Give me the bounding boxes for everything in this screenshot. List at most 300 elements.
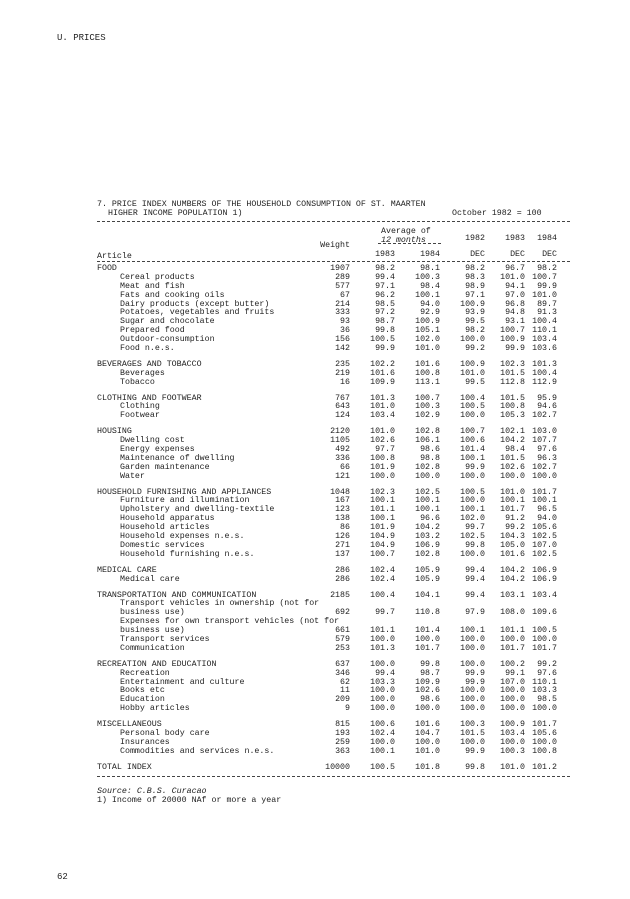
dec-1984-value: 99.9 (537, 281, 557, 291)
avg-1984-value: 109.9 (415, 677, 440, 687)
dec-1983-value: 108.0 (500, 608, 525, 618)
dec-1982-value: 100.0 (460, 411, 485, 421)
dec-1984-value: 103.4 (532, 590, 557, 600)
weight-value: 336 (335, 453, 350, 463)
avg-1983-value: 100.0 (370, 634, 395, 644)
dec-1984-value: 110.1 (532, 677, 557, 687)
row-label: Dwelling cost (120, 436, 185, 446)
weight-value: 815 (335, 720, 350, 730)
dec-1984-value: 94.6 (537, 402, 557, 412)
row-label: Books etc (120, 686, 165, 696)
dec-1982-value: 100.0 (460, 659, 485, 669)
dec-1982-value: 97.9 (465, 608, 485, 618)
dec-1982-value: 100.0 (460, 471, 485, 481)
weight-value: 36 (340, 326, 350, 336)
dec-1982-value: 99.7 (465, 523, 485, 533)
avg-1983-value: 97.7 (375, 445, 395, 455)
dec-1982-value: 99.2 (465, 344, 485, 354)
dec-1983-value: 112.8 (500, 377, 525, 387)
avg-1984-value: 98.8 (420, 453, 440, 463)
table-row (97, 576, 570, 585)
dec-1983-value: 101.7 (500, 505, 525, 515)
dec-1982-value: 100.1 (460, 505, 485, 515)
row-label: MISCELLANEOUS (97, 720, 162, 730)
year-1984-header: 1984 (537, 234, 557, 243)
dec-1984-value: 100.4 (532, 368, 557, 378)
dec-1983-value: 104.2 (500, 565, 525, 575)
avg-1983-value: 104.9 (370, 532, 395, 542)
dec-1982-value: 98.9 (465, 281, 485, 291)
avg-1984-value: 102.0 (415, 335, 440, 345)
avg-1984-value: 101.0 (415, 344, 440, 354)
row-label: Hobby articles (120, 704, 190, 714)
weight-value: 214 (335, 299, 350, 309)
dec-1982-value: 99.9 (465, 677, 485, 687)
avg-1983-value: 102.2 (370, 359, 395, 369)
avg-1983-value: 103.3 (370, 677, 395, 687)
row-label: Sugar and chocolate (120, 317, 215, 327)
dec-1982-value: 100.1 (460, 453, 485, 463)
row-label: Transport vehicles in ownership (not for (120, 599, 320, 609)
dec-1983-value: 101.0 (500, 487, 525, 497)
dec-1983-value: 99.2 (505, 523, 525, 533)
avg-1984-value: 105.9 (415, 574, 440, 584)
row-label: CLOTHING AND FOOTWEAR (97, 393, 202, 403)
avg-1984-value: 102.8 (415, 427, 440, 437)
weight-value: 2120 (330, 427, 350, 437)
table-row (97, 370, 570, 379)
dec-1984-value: 100.4 (532, 317, 557, 327)
dec-1982-value: 100.0 (460, 737, 485, 747)
avg-1983-value: 101.0 (370, 402, 395, 412)
avg-1984-value: 100.3 (415, 272, 440, 282)
avg-1984-value: 101.6 (415, 359, 440, 369)
weight-value: 9 (345, 704, 350, 714)
dec-1984-value: 96.5 (537, 505, 557, 515)
weight-value: 126 (335, 532, 350, 542)
dec-1982-value: 100.5 (460, 487, 485, 497)
avg-1983-value: 98.7 (375, 317, 395, 327)
dec-1982-value: 99.9 (465, 746, 485, 756)
footnote: 1) Income of 20000 NAf or more a year (97, 796, 282, 805)
row-label: BEVERAGES AND TOBACCO (97, 359, 202, 369)
row-label: TOTAL INDEX (97, 762, 152, 772)
avg-1983-value: 101.1 (370, 626, 395, 636)
avg-1983-value: 100.8 (370, 453, 395, 463)
dec-1982-value: 100.0 (460, 335, 485, 345)
running-header: U. PRICES (57, 33, 106, 43)
weight-value: 62 (340, 677, 350, 687)
dec-1982-value: 100.9 (460, 299, 485, 309)
avg-1984-value: 98.1 (420, 264, 440, 273)
dec-1983-value: 104.3 (500, 532, 525, 542)
dec-1982-value: 100.1 (460, 626, 485, 636)
weight-value: 137 (335, 549, 350, 559)
weight-value: 219 (335, 368, 350, 378)
row-label: Cereal products (120, 272, 195, 282)
avg-1983-value: 100.6 (370, 720, 395, 730)
row-label: Recreation (120, 668, 170, 678)
row-label: Furniture and illumination (120, 496, 250, 506)
dec-1984-value: 100.7 (532, 272, 557, 282)
base-period: October 1982 = 100 (452, 209, 542, 218)
dec-1982-value: 102.5 (460, 532, 485, 542)
dec-1983-value: 99.9 (505, 344, 525, 354)
avg-1984-value: 100.0 (415, 471, 440, 481)
dec-1983-value: 101.5 (500, 393, 525, 403)
weight-value: 289 (335, 272, 350, 282)
dec-1984-value: 95.9 (537, 393, 557, 403)
dec-1982-value: 100.0 (460, 686, 485, 696)
dec-1983-header: DEC (510, 250, 525, 259)
weight-value: 767 (335, 393, 350, 403)
avg-1984-value: 104.7 (415, 728, 440, 738)
row-label: Energy expenses (120, 445, 195, 455)
row-label: Fats and cooking oils (120, 290, 225, 300)
row-label: business use) (120, 608, 185, 618)
row-label: Household expenses n.e.s. (120, 532, 245, 542)
avg-1984-value: 99.8 (420, 659, 440, 669)
avg-1984-value: 100.1 (415, 496, 440, 506)
weight-value: 167 (335, 496, 350, 506)
avg-1984-value: 106.9 (415, 540, 440, 550)
row-label: Insurances (120, 737, 170, 747)
row-label: Water (120, 471, 145, 481)
avg-1983-value: 101.3 (370, 393, 395, 403)
dec-1984-value: 100.0 (532, 704, 557, 714)
table-row (97, 403, 570, 412)
weight-value: 692 (335, 608, 350, 618)
avg-1983-value: 102.4 (370, 728, 395, 738)
avg-1984-value: 102.9 (415, 411, 440, 421)
weight-value: 16 (340, 377, 350, 387)
dec-1984-value: 98.5 (537, 695, 557, 705)
row-label: Tobacco (120, 377, 155, 387)
dec-1982-value: 100.0 (460, 643, 485, 653)
avg-1983-value: 98.5 (375, 299, 395, 309)
avg-1983-header: 1983 (375, 250, 395, 259)
divider (97, 776, 570, 777)
weight-value: 661 (335, 626, 350, 636)
dec-1982-value: 102.0 (460, 514, 485, 524)
row-label: Outdoor-consumption (120, 335, 215, 345)
avg-1984-value: 101.4 (415, 626, 440, 636)
dec-1983-value: 101.5 (500, 453, 525, 463)
avg-1983-value: 99.4 (375, 668, 395, 678)
table-title: 7. PRICE INDEX NUMBERS OF THE HOUSEHOLD CONSUMPTION OF ST. MAARTEN (97, 200, 426, 209)
row-label: Prepared food (120, 326, 185, 336)
weight-value: 333 (335, 308, 350, 318)
weight-value: 271 (335, 540, 350, 550)
dec-1983-value: 100.2 (500, 659, 525, 669)
dec-1982-value: 93.9 (465, 308, 485, 318)
row-label: MEDICAL CARE (97, 565, 157, 575)
row-label: business use) (120, 626, 185, 636)
dec-1984-value: 101.7 (532, 487, 557, 497)
dec-1983-value: 96.7 (505, 264, 525, 273)
dec-1983-value: 101.0 (500, 272, 525, 282)
weight-value: 193 (335, 728, 350, 738)
dec-1983-value: 97.0 (505, 290, 525, 300)
avg-1984-value: 105.1 (415, 326, 440, 336)
row-label: Domestic services (120, 540, 205, 550)
weight-value: 643 (335, 402, 350, 412)
dec-1983-value: 100.0 (500, 737, 525, 747)
dec-1982-value: 100.6 (460, 436, 485, 446)
table-group-row (97, 395, 570, 404)
dec-1982-value: 99.9 (465, 462, 485, 472)
table-row (97, 473, 570, 482)
table-row (97, 412, 570, 421)
avg-header-2: 12 months (381, 236, 426, 245)
dec-1983-value: 107.0 (500, 677, 525, 687)
dec-1983-value: 100.0 (500, 704, 525, 714)
weight-value: 492 (335, 445, 350, 455)
avg-1984-value: 104.2 (415, 523, 440, 533)
dec-1982-value: 100.0 (460, 704, 485, 714)
dec-1982-value: 98.2 (465, 264, 485, 273)
dec-1982-value: 100.0 (460, 549, 485, 559)
dec-1984-value: 106.9 (532, 565, 557, 575)
row-label: Household furnishing n.e.s. (120, 549, 255, 559)
row-label: Maintenance of dwelling (120, 453, 235, 463)
avg-1984-value: 96.6 (420, 514, 440, 524)
avg-1983-value: 102.4 (370, 574, 395, 584)
dec-1983-value: 91.2 (505, 514, 525, 524)
dec-1984-value: 97.6 (537, 445, 557, 455)
dec-1982-value: 99.9 (465, 668, 485, 678)
avg-1983-value: 98.2 (375, 264, 395, 273)
weight-value: 579 (335, 634, 350, 644)
avg-1983-value: 104.9 (370, 540, 395, 550)
row-label: Household apparatus (120, 514, 215, 524)
dec-1984-value: 99.2 (537, 659, 557, 669)
avg-1984-value: 101.7 (415, 643, 440, 653)
avg-1984-value: 100.3 (415, 402, 440, 412)
avg-1984-value: 110.8 (415, 608, 440, 618)
year-1983-header: 1983 (505, 234, 525, 243)
row-label: Upholstery and dwelling-textile (120, 505, 275, 515)
avg-1984-value: 98.6 (420, 445, 440, 455)
row-label: Medical care (120, 574, 180, 584)
dec-1984-value: 91.3 (537, 308, 557, 318)
dec-1983-value: 96.8 (505, 299, 525, 309)
avg-1983-value: 102.4 (370, 565, 395, 575)
table-row (97, 379, 570, 388)
avg-1983-value: 101.6 (370, 368, 395, 378)
avg-1983-value: 100.0 (370, 695, 395, 705)
table-row (97, 679, 570, 688)
table-body (97, 265, 570, 773)
row-label: Household articles (120, 523, 210, 533)
avg-1983-value: 96.2 (375, 290, 395, 300)
dec-1984-value: 103.4 (532, 335, 557, 345)
dec-1982-value: 101.5 (460, 728, 485, 738)
avg-1984-value: 98.4 (420, 281, 440, 291)
row-label: FOOD (97, 264, 117, 273)
avg-1983-value: 101.3 (370, 643, 395, 653)
weight-value: 10000 (325, 762, 350, 772)
avg-1984-value: 102.5 (415, 487, 440, 497)
table-row (97, 687, 570, 696)
dec-1982-value: 98.3 (465, 272, 485, 282)
dec-1983-value: 93.1 (505, 317, 525, 327)
avg-1983-value: 99.4 (375, 272, 395, 282)
dec-1984-header: DEC (542, 250, 557, 259)
row-label: Expenses for own transport vehicles (not for (120, 617, 340, 627)
weight-value: 637 (335, 659, 350, 669)
dec-1983-value: 105.3 (500, 411, 525, 421)
dec-1984-value: 89.7 (537, 299, 557, 309)
row-label: HOUSING (97, 427, 132, 437)
dec-1984-value: 107.7 (532, 436, 557, 446)
dec-1983-value: 103.1 (500, 590, 525, 600)
weight-value: 1048 (330, 487, 350, 497)
avg-1983-value: 99.7 (375, 608, 395, 618)
dec-1984-value: 105.6 (532, 523, 557, 533)
avg-1983-value: 100.7 (370, 549, 395, 559)
weight-value: 259 (335, 737, 350, 747)
dec-1983-value: 100.0 (500, 471, 525, 481)
dec-1983-value: 100.1 (500, 496, 525, 506)
avg-1983-value: 99.8 (375, 326, 395, 336)
weight-value: 123 (335, 505, 350, 515)
avg-1983-value: 100.5 (370, 762, 395, 772)
dec-1982-header: DEC (470, 250, 485, 259)
dec-1982-value: 99.5 (465, 377, 485, 387)
dec-1983-value: 98.4 (505, 445, 525, 455)
table-row (97, 705, 570, 714)
dec-1984-value: 100.8 (532, 746, 557, 756)
weight-value: 577 (335, 281, 350, 291)
dec-1984-value: 101.2 (532, 762, 557, 772)
dec-1983-value: 100.0 (500, 686, 525, 696)
row-label: Education (120, 695, 165, 705)
dec-1982-value: 100.0 (460, 634, 485, 644)
dec-1983-value: 104.2 (500, 436, 525, 446)
dec-1983-value: 94.1 (505, 281, 525, 291)
avg-1983-value: 100.5 (370, 335, 395, 345)
dec-1983-value: 100.8 (500, 402, 525, 412)
row-label: Potatoes, vegetables and fruits (120, 308, 275, 318)
avg-1983-value: 100.1 (370, 746, 395, 756)
avg-1983-value: 97.1 (375, 281, 395, 291)
avg-1984-value: 94.0 (420, 299, 440, 309)
dec-1984-value: 102.5 (532, 549, 557, 559)
avg-1984-value: 100.9 (415, 317, 440, 327)
dec-1983-value: 100.9 (500, 720, 525, 730)
avg-1984-value: 98.7 (420, 668, 440, 678)
dec-1984-value: 102.7 (532, 411, 557, 421)
dec-1984-value: 96.3 (537, 453, 557, 463)
avg-1983-value: 100.1 (370, 496, 395, 506)
avg-1983-value: 100.0 (370, 471, 395, 481)
avg-1983-value: 100.0 (370, 737, 395, 747)
dec-1984-value: 103.3 (532, 686, 557, 696)
dec-1984-value: 102.5 (532, 532, 557, 542)
avg-1983-value: 101.0 (370, 427, 395, 437)
weight-value: 2185 (330, 590, 350, 600)
table-row (97, 748, 570, 757)
avg-1983-value: 101.9 (370, 523, 395, 533)
weight-value: 66 (340, 462, 350, 472)
dec-1984-value: 94.0 (537, 514, 557, 524)
dec-1983-value: 103.4 (500, 728, 525, 738)
article-header: Article (97, 252, 132, 261)
avg-1984-value: 100.0 (415, 634, 440, 644)
dec-1984-value: 100.0 (532, 471, 557, 481)
weight-value: 156 (335, 335, 350, 345)
dec-1984-value: 103.6 (532, 344, 557, 354)
dec-1984-value: 103.0 (532, 427, 557, 437)
avg-1984-value: 98.6 (420, 695, 440, 705)
dec-1983-value: 94.8 (505, 308, 525, 318)
dec-1983-value: 100.9 (500, 335, 525, 345)
row-label: Commodities and services n.e.s. (120, 746, 275, 756)
avg-1984-value: 105.9 (415, 565, 440, 575)
row-label: Transport services (120, 634, 210, 644)
row-label: Clothing (120, 402, 160, 412)
avg-1983-value: 100.0 (370, 659, 395, 669)
avg-1984-value: 102.8 (415, 462, 440, 472)
avg-1984-value: 100.0 (415, 737, 440, 747)
avg-1983-value: 100.0 (370, 704, 395, 714)
table-row (97, 645, 570, 654)
dec-1982-value: 100.5 (460, 402, 485, 412)
table-group-row (97, 764, 570, 773)
dec-1983-value: 101.5 (500, 368, 525, 378)
dec-1983-value: 100.0 (500, 695, 525, 705)
table-row (97, 345, 570, 354)
dec-1982-value: 99.4 (465, 565, 485, 575)
source-note: Source: C.B.S. Curacao (97, 787, 207, 796)
avg-1983-value: 102.3 (370, 487, 395, 497)
dec-1984-value: 98.2 (537, 264, 557, 273)
dec-1982-value: 100.4 (460, 393, 485, 403)
table-row (97, 551, 570, 560)
dec-1982-value: 100.0 (460, 496, 485, 506)
row-label: Meat and fish (120, 281, 185, 291)
dec-1984-value: 100.0 (532, 737, 557, 747)
weight-value: 363 (335, 746, 350, 756)
dec-1983-value: 101.0 (500, 762, 525, 772)
weight-value: 138 (335, 514, 350, 524)
year-1982-header: 1982 (465, 234, 485, 243)
dec-1984-value: 101.3 (532, 359, 557, 369)
table-group-row (97, 361, 570, 370)
avg-1983-value: 100.0 (370, 686, 395, 696)
weight-value: 346 (335, 668, 350, 678)
dec-1983-value: 101.7 (500, 643, 525, 653)
dec-1984-value: 105.6 (532, 728, 557, 738)
dec-1982-value: 97.1 (465, 290, 485, 300)
avg-1983-value: 103.4 (370, 411, 395, 421)
dec-1982-value: 99.8 (465, 540, 485, 550)
dec-1983-value: 99.1 (505, 668, 525, 678)
avg-underline (378, 243, 441, 244)
dec-1984-value: 101.7 (532, 720, 557, 730)
dec-1982-value: 101.0 (460, 368, 485, 378)
dec-1983-value: 102.1 (500, 427, 525, 437)
dec-1982-value: 101.4 (460, 445, 485, 455)
dec-1982-value: 100.3 (460, 720, 485, 730)
dec-1982-value: 100.0 (460, 695, 485, 705)
dec-1982-value: 99.5 (465, 317, 485, 327)
avg-1983-value: 100.1 (370, 514, 395, 524)
weight-value: 93 (340, 317, 350, 327)
avg-header-1: Average of (381, 227, 431, 236)
avg-1984-value: 100.1 (415, 290, 440, 300)
